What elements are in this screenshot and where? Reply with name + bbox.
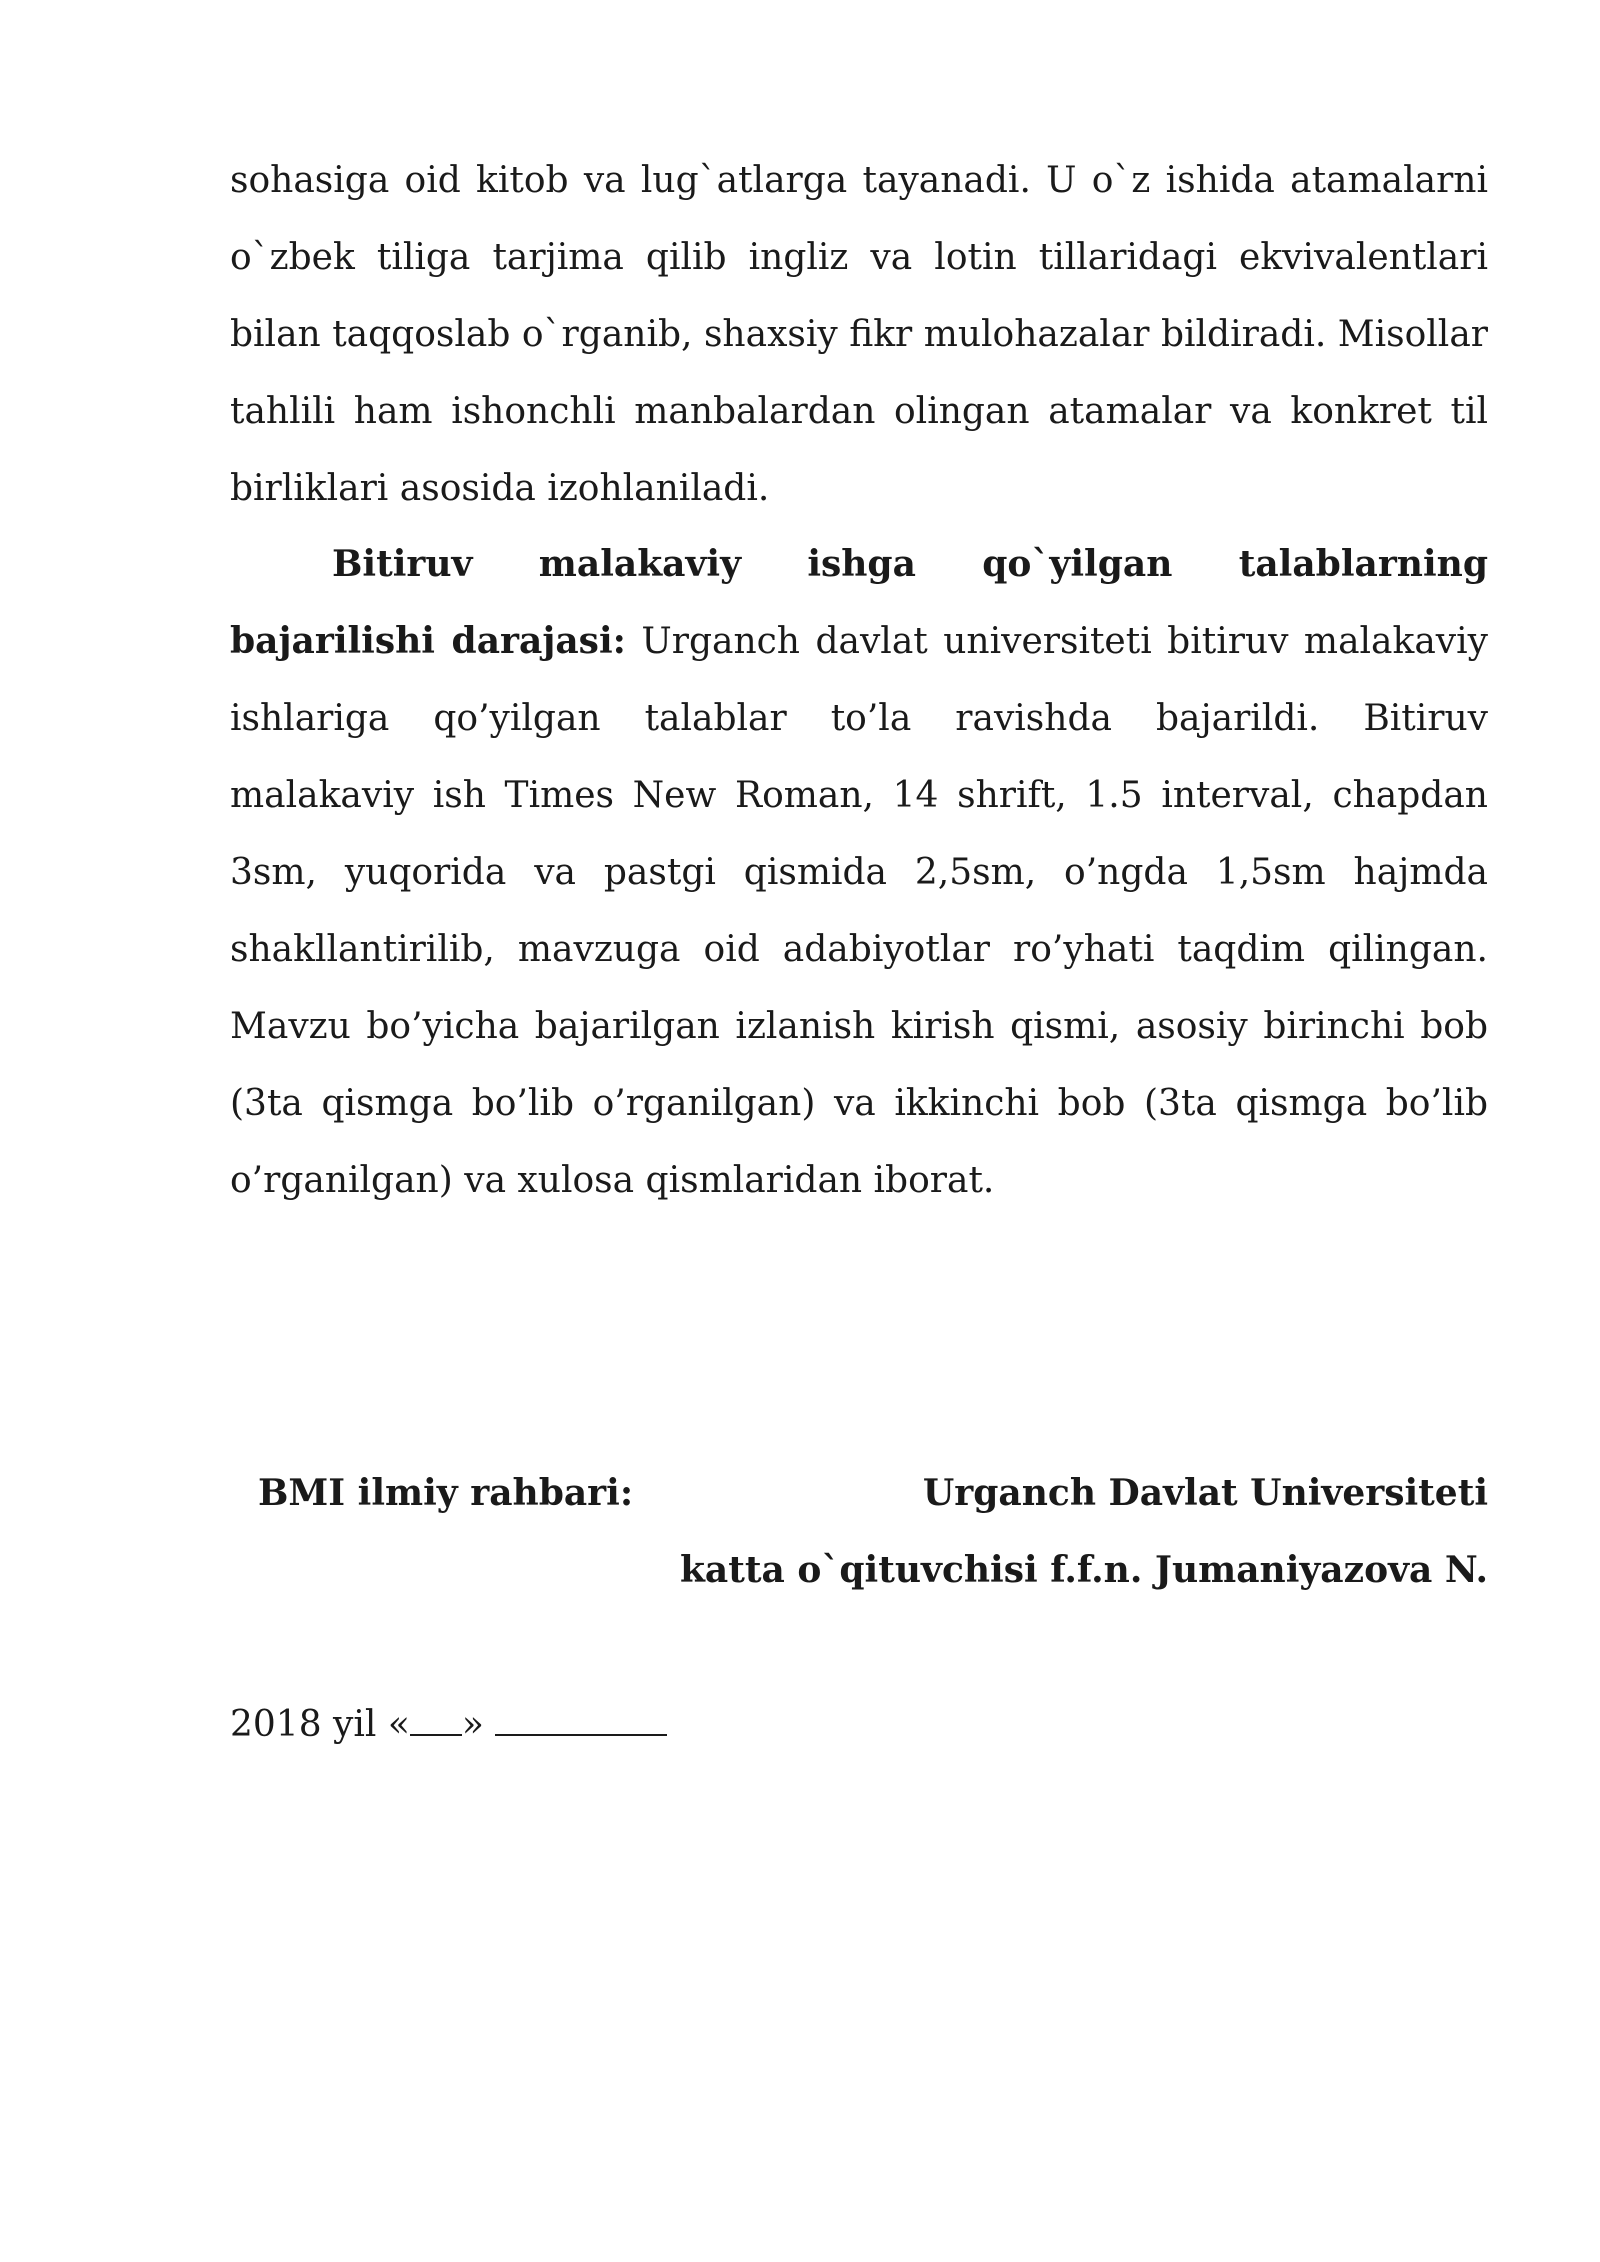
date-year: 2018 yil [230,1704,377,1745]
month-blank [495,1704,667,1736]
requirements-heading: Bitiruv malakaviy ishga qo`yilgan talablarning bajarilishi darajasi: [230,543,1488,662]
supervisor-label: BMI ilmiy rahbari: [258,1472,634,1514]
university-name: Urganch Davlat Universiteti [922,1472,1488,1514]
day-blank [410,1704,462,1736]
date-line [230,1686,667,1763]
close-quote: » [461,1704,484,1745]
paragraph-requirements [230,526,1488,1219]
paragraph-sources: sohasiga oid kitob va lug`atlarga tayanadi. U o`z ishida atamalarni o`zbek tiliga tarjima qilib ingliz va lotin tillaridagi ekvivalentlari bilan taqqoslab o`rganib, shaxsiy fikr mulohazalar bildiradi. Misollar tahlili ham ishonchli manbalardan olingan atamalar va konkret til birliklari asosida izohlaniladi. [230,160,1488,509]
supervisor-details [680,1455,1488,1609]
open-quote: « [387,1704,410,1745]
requirements-body: Urganch davlat universiteti bitiruv malakaviy ishlariga qo’yilgan talablar to’la ravishda bajarildi. Bitiruv malakaviy ish Times New Roman, 14 shrift, 1.5 interval, chapdan 3sm, yuqorida va pastgi qismida 2,5sm, o’ngda 1,5sm hajmda shakllantirilib, mavzuga oid adabiyotlar ro’yhati taqdim qilingan. Mavzu bo’yicha bajarilgan izlanish kirish qismi, asosiy birinchi bob (3ta qismga bo’lib o’rganilgan) va ikkinchi bob (3ta qismga bo’lib o’rganilgan) va xulosa qismlaridan iborat. [230,621,1488,1201]
supervisor-title-name: katta o`qituvchisi f.f.n. Jumaniyazova N. [679,1549,1488,1591]
